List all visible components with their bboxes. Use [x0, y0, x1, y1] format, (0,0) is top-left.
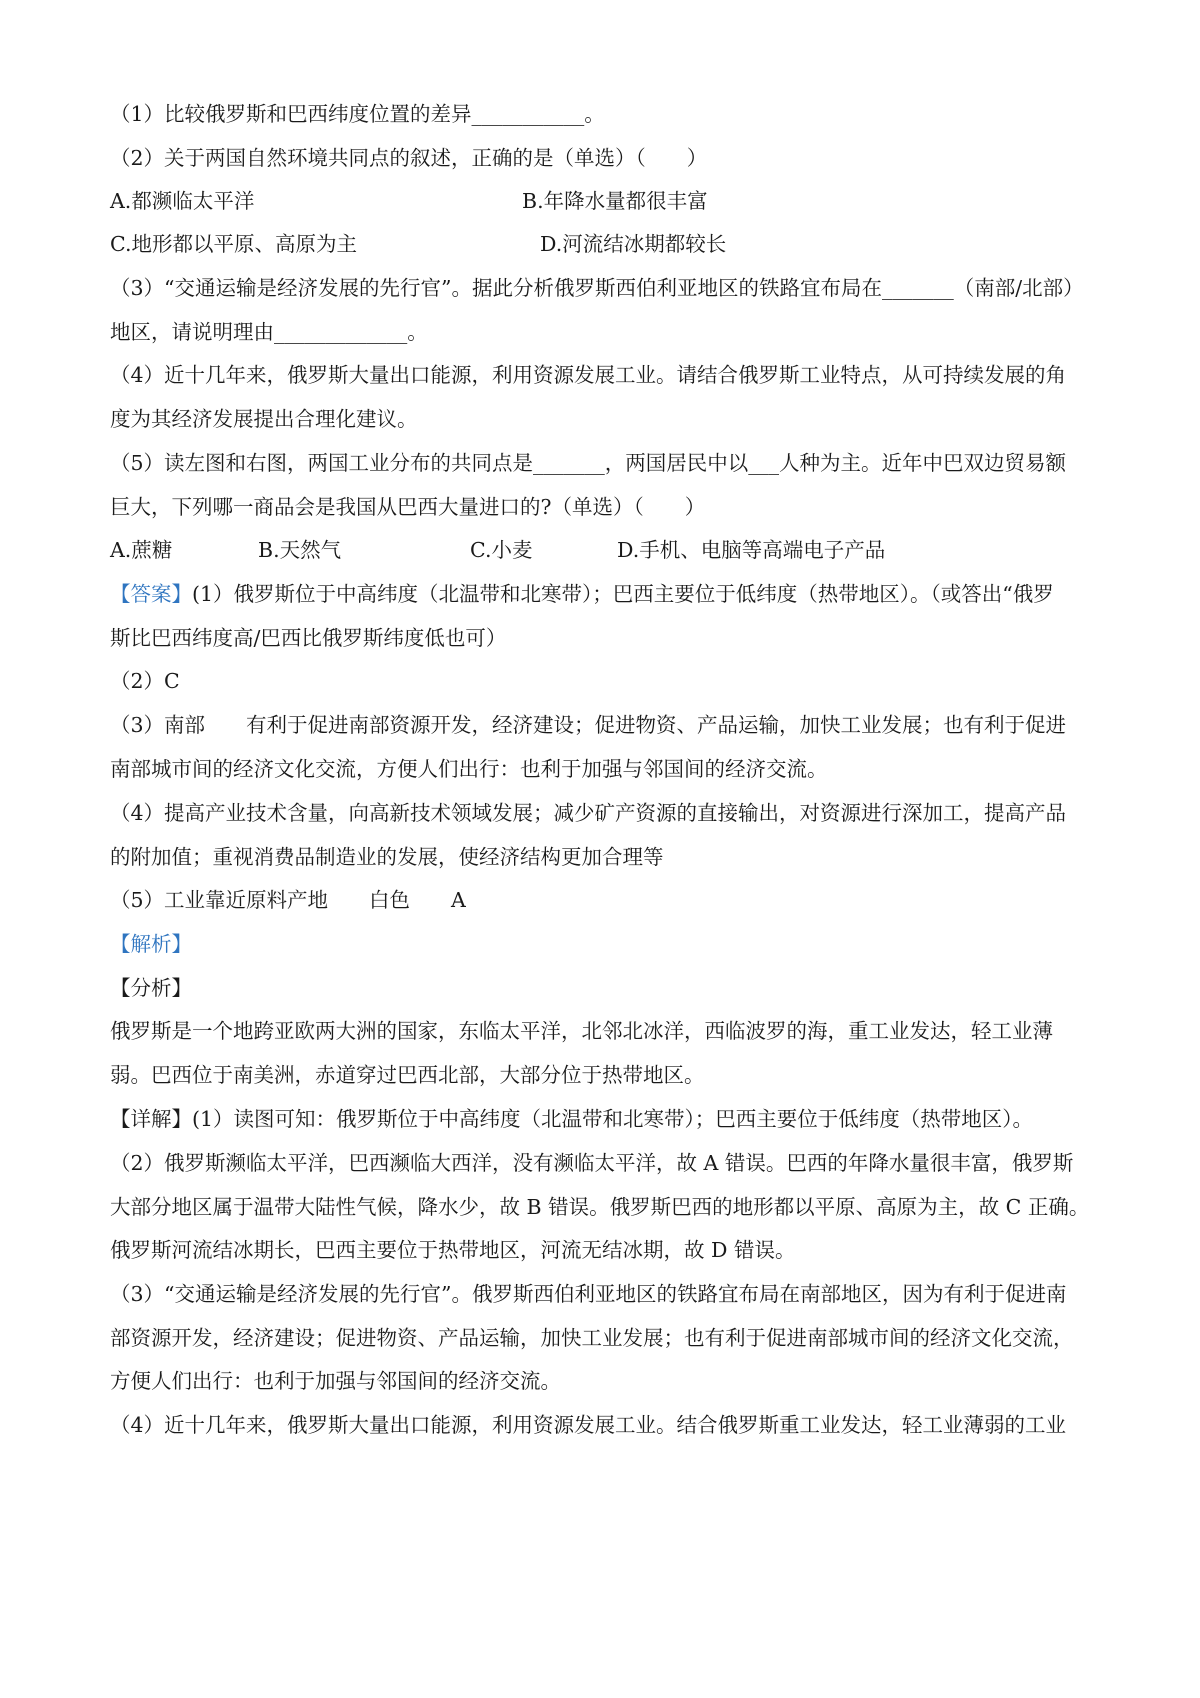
answer-1-line-1 — [110, 577, 1100, 607]
q2-option-b: B.年降水量都很丰富 — [522, 189, 708, 213]
xiangjie-tag: 【详解】 — [110, 1107, 192, 1131]
fenxi-tag: 【分析】 — [110, 976, 192, 1000]
answer-2: （2）C — [110, 669, 180, 693]
detail-4-line-1: （4）近十几年来，俄罗斯大量出口能源，利用资源发展工业。结合俄罗斯重工业发达，轻工业薄弱的工业 — [110, 1413, 1067, 1437]
answer-3-line-1: （3）南部 有利于促进南部资源开发，经济建设；促进物资、产品运输，加快工业发展；也有利于促进 — [110, 713, 1067, 737]
q2-option-d: D.河流结冰期都较长 — [540, 232, 727, 256]
q5-option-d: D.手机、电脑等高端电子产品 — [617, 538, 886, 562]
question-2: （2）关于两国自然环境共同点的叙述，正确的是（单选）（ ） — [110, 146, 708, 170]
answer-tag: 【答案】 — [110, 582, 192, 606]
detail-2-line-2: 大部分地区属于温带大陆性气候，降水少，故 B 错误。俄罗斯巴西的地形都以平原、高原为主，故 C 正确。 — [110, 1195, 1090, 1219]
answer-1-text: (1）俄罗斯位于中高纬度（北温带和北寒带）；巴西主要位于低纬度（热带地区）。（或答出“俄罗 — [192, 582, 1054, 606]
fenxi-line-1: 俄罗斯是一个地跨亚欧两大洲的国家，东临太平洋，北邻北冰洋，西临波罗的海，重工业发达，轻工业薄 — [110, 1019, 1053, 1043]
detail-3-line-2: 部资源开发，经济建设；促进物资、产品运输，加快工业发展；也有利于促进南部城市间的经济文化交流， — [110, 1326, 1074, 1350]
detail-1-text: (1）读图可知：俄罗斯位于中高纬度（北温带和北寒带）；巴西主要位于低纬度（热带地区）。 — [192, 1107, 1034, 1131]
q2-option-a: A.都濒临太平洋 — [110, 189, 255, 213]
analysis-tag: 【解析】 — [110, 932, 192, 956]
question-4-line-2: 度为其经济发展提出合理化建议。 — [110, 407, 418, 431]
detail-3-line-3: 方便人们出行：也利于加强与邻国间的经济交流。 — [110, 1369, 561, 1393]
detail-2-line-3: 俄罗斯河流结冰期长，巴西主要位于热带地区，河流无结冰期，故 D 错误。 — [110, 1238, 796, 1262]
question-3-line-1: （3）“交通运输是经济发展的先行官”。据此分析俄罗斯西伯利亚地区的铁路宜布局在_______（南部/北部） — [110, 276, 1084, 300]
question-4-line-1: （4）近十几年来，俄罗斯大量出口能源，利用资源发展工业。请结合俄罗斯工业特点，从可持续发展的角 — [110, 363, 1067, 387]
question-5-line-2: 巨大，下列哪一商品会是我国从巴西大量进口的?（单选）（ ） — [110, 495, 706, 519]
q5-option-a: A.蔗糖 — [110, 538, 173, 562]
detail-2-line-1: （2）俄罗斯濒临太平洋，巴西濒临大西洋，没有濒临太平洋，故 A 错误。巴西的年降水量很丰富，俄罗斯 — [110, 1151, 1074, 1175]
answer-5: （5）工业靠近原料产地 白色 A — [110, 888, 466, 912]
q2-option-c: C.地形都以平原、高原为主 — [110, 232, 357, 256]
answer-4-line-1: （4）提高产业技术含量，向高新技术领域发展；减少矿产资源的直接输出，对资源进行深加工，提高产品 — [110, 801, 1067, 825]
answer-3-line-2: 南部城市间的经济文化交流，方便人们出行：也利于加强与邻国间的经济交流。 — [110, 757, 828, 781]
answer-1-line-2: 斯比巴西纬度高/巴西比俄罗斯纬度低也可） — [110, 626, 507, 650]
detail-3-line-1: （3）“交通运输是经济发展的先行官”。俄罗斯西伯利亚地区的铁路宜布局在南部地区，因为有利于促进南 — [110, 1282, 1067, 1306]
fenxi-line-2: 弱。巴西位于南美洲，赤道穿过巴西北部，大部分位于热带地区。 — [110, 1063, 705, 1087]
q5-option-b: B.天然气 — [258, 538, 342, 562]
q5-option-c: C.小麦 — [470, 538, 533, 562]
question-1: （1）比较俄罗斯和巴西纬度位置的差异___________。 — [110, 102, 605, 126]
detail-1 — [110, 1102, 1033, 1132]
question-3-line-2: 地区，请说明理由_____________。 — [110, 320, 428, 344]
answer-4-line-2: 的附加值；重视消费品制造业的发展，使经济结构更加合理等 — [110, 845, 664, 869]
question-5-line-1: （5）读左图和右图，两国工业分布的共同点是_______，两国居民中以___人种为主。近年中巴双边贸易额 — [110, 451, 1067, 475]
